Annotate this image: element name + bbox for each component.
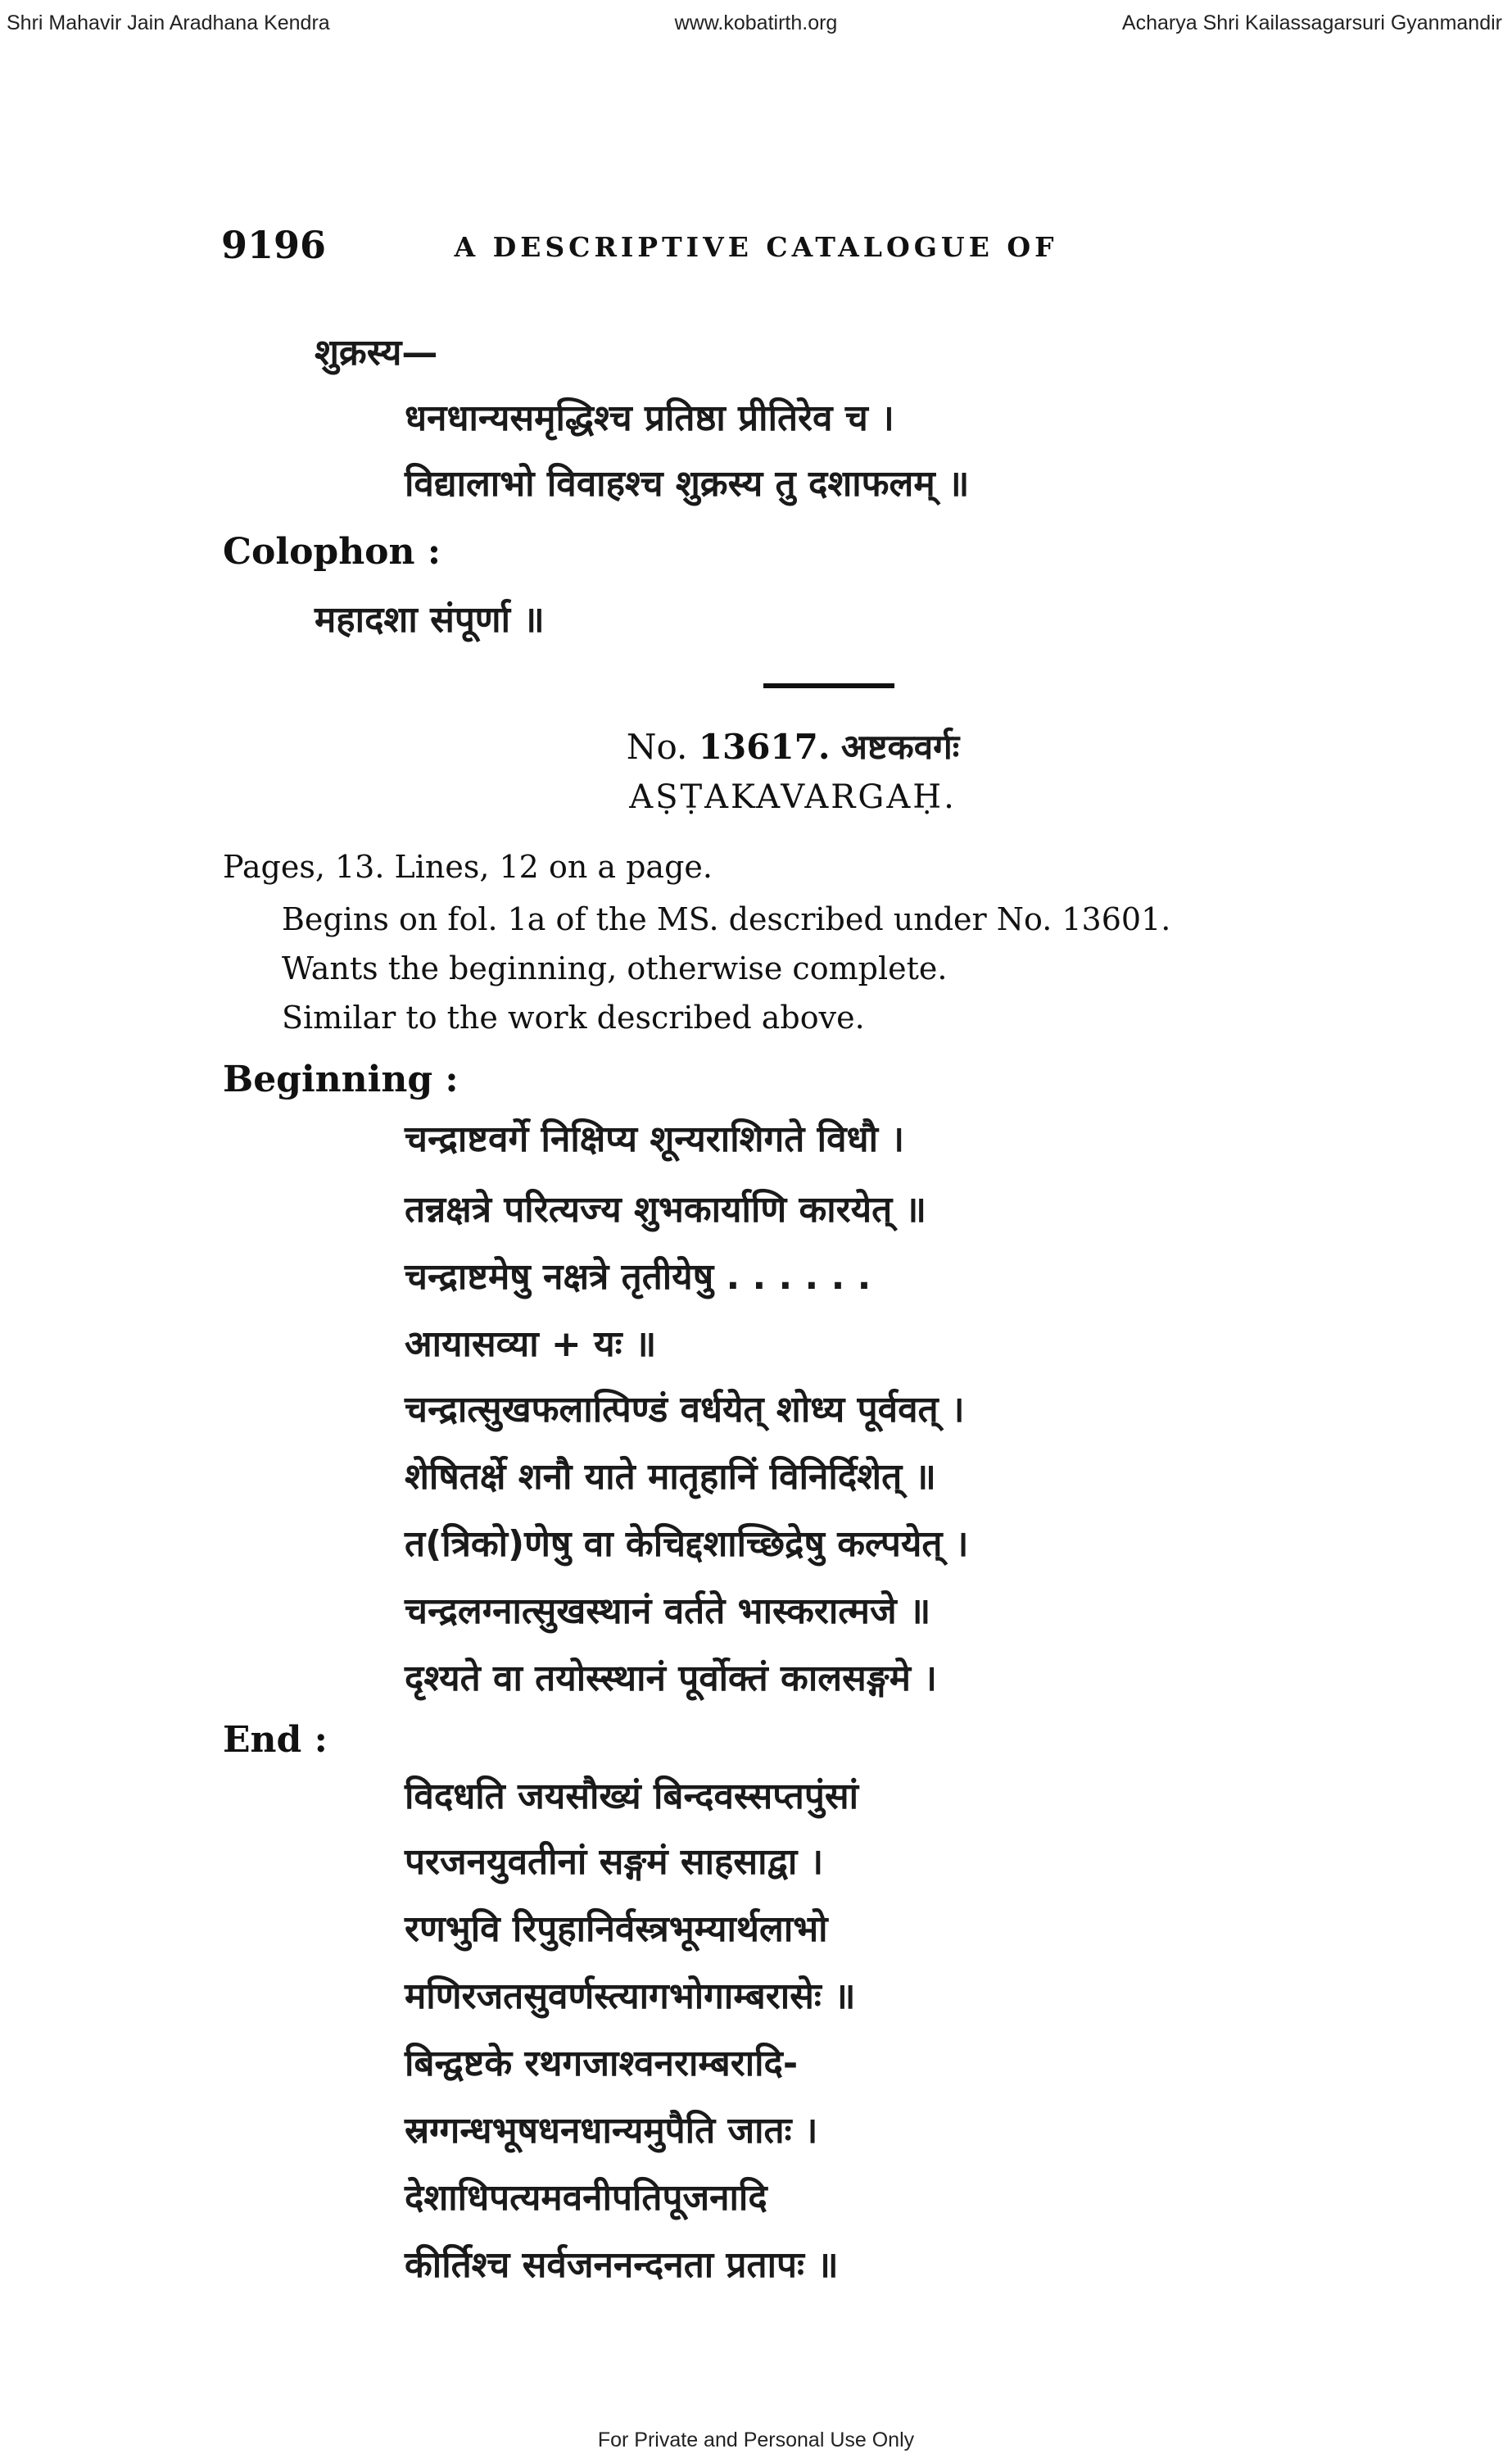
- entry-note: Similar to the work described above.: [282, 1000, 865, 1036]
- entry-title-roman: AṢṬAKAVARGAḤ.: [629, 778, 957, 816]
- end-line: बिन्द्वष्टके रथगजाश्वनराम्बरादि-: [405, 2043, 799, 2084]
- beginning-line: चन्द्रात्सुखफलात्पिण्डं वर्धयेत् शोध्य पूर्ववत् ।: [405, 1389, 965, 1431]
- beginning-line: शेषितर्क्षे शनौ याते मातृहानिं विनिर्दिशेत् ॥: [405, 1456, 936, 1498]
- site-header-right: Acharya Shri Kailassagarsuri Gyanmandir: [1121, 11, 1502, 34]
- entry-number-prefix: No.: [626, 727, 688, 767]
- shukra-label: शुक्रस्य—: [315, 332, 438, 374]
- pages-lines-info: Pages, 13. Lines, 12 on a page.: [223, 849, 713, 885]
- site-header-url[interactable]: www.kobatirth.org: [674, 11, 838, 34]
- verse-line: धनधान्यसमृद्धिश्च प्रतिष्ठा प्रीतिरेव च ।: [405, 397, 894, 439]
- end-line: परजनयुवतीनां सङ्गमं साहसाद्वा ।: [405, 1841, 824, 1883]
- end-line: देशाधिपत्यमवनीपतिपूजनादि: [405, 2177, 767, 2219]
- entry-note: Begins on fol. 1a of the MS. described under No. 13601.: [282, 901, 1171, 937]
- beginning-line: चन्द्राष्टमेषु नक्षत्रे तृतीयेषु . . . . . .: [405, 1256, 871, 1298]
- end-line: मणिरजतसुवर्णस्त्यागभोगाम्बरासेः ॥: [405, 1975, 856, 2017]
- beginning-line: दृश्यते वा तयोस्स्थानं पूर्वोक्तं कालसङ्गमे ।: [405, 1658, 937, 1699]
- running-head: A DESCRIPTIVE CATALOGUE OF: [454, 231, 1058, 263]
- beginning-line: तन्नक्षत्रे परित्यज्य शुभकार्याणि कारयेत् ॥: [405, 1189, 926, 1231]
- beginning-line: आयासव्या + यः ॥: [405, 1323, 657, 1365]
- end-line: कीर्तिश्च सर्वजननन्दनता प्रतापः ॥: [405, 2244, 839, 2286]
- colophon-text: महादशा संपूर्णा ॥: [315, 599, 545, 641]
- entry-title-skt: अष्टकवर्गः: [840, 727, 960, 767]
- end-line: विदधति जयसौख्यं बिन्दवस्सप्तपुंसां: [405, 1775, 858, 1817]
- site-footer: For Private and Personal Use Only: [597, 2429, 915, 2451]
- entry-number-value: 13617.: [698, 727, 831, 767]
- end-line: रणभुवि रिपुहानिर्वस्त्रभूम्यार्थलाभो: [405, 1908, 828, 1950]
- verse-line: विद्यालाभो विवाहश्च शुक्रस्य तु दशाफलम् ॥: [405, 463, 970, 505]
- end-line: स्रग्गन्धभूषधनधान्यमुपैति जातः ।: [405, 2110, 818, 2152]
- beginning-line: चन्द्रलग्नात्सुखस्थानं वर्तते भास्करात्मजे ॥: [405, 1590, 931, 1632]
- page-number: 9196: [221, 223, 327, 267]
- entry-number: [0, 723, 1512, 769]
- entry-note: Wants the beginning, otherwise complete.: [282, 950, 948, 986]
- end-label: End :: [223, 1719, 328, 1761]
- section-divider: [763, 683, 894, 688]
- site-header-left: Shri Mahavir Jain Aradhana Kendra: [7, 11, 330, 34]
- colophon-label: Colophon :: [223, 531, 441, 573]
- beginning-label: Beginning :: [223, 1059, 459, 1100]
- beginning-line: त(त्रिको)णेषु वा केचिद्दशाच्छिद्रेषु कल्पयेत् ।: [405, 1523, 969, 1565]
- beginning-line: चन्द्राष्टवर्गे निक्षिप्य शून्यराशिगते विधौ ।: [405, 1118, 904, 1160]
